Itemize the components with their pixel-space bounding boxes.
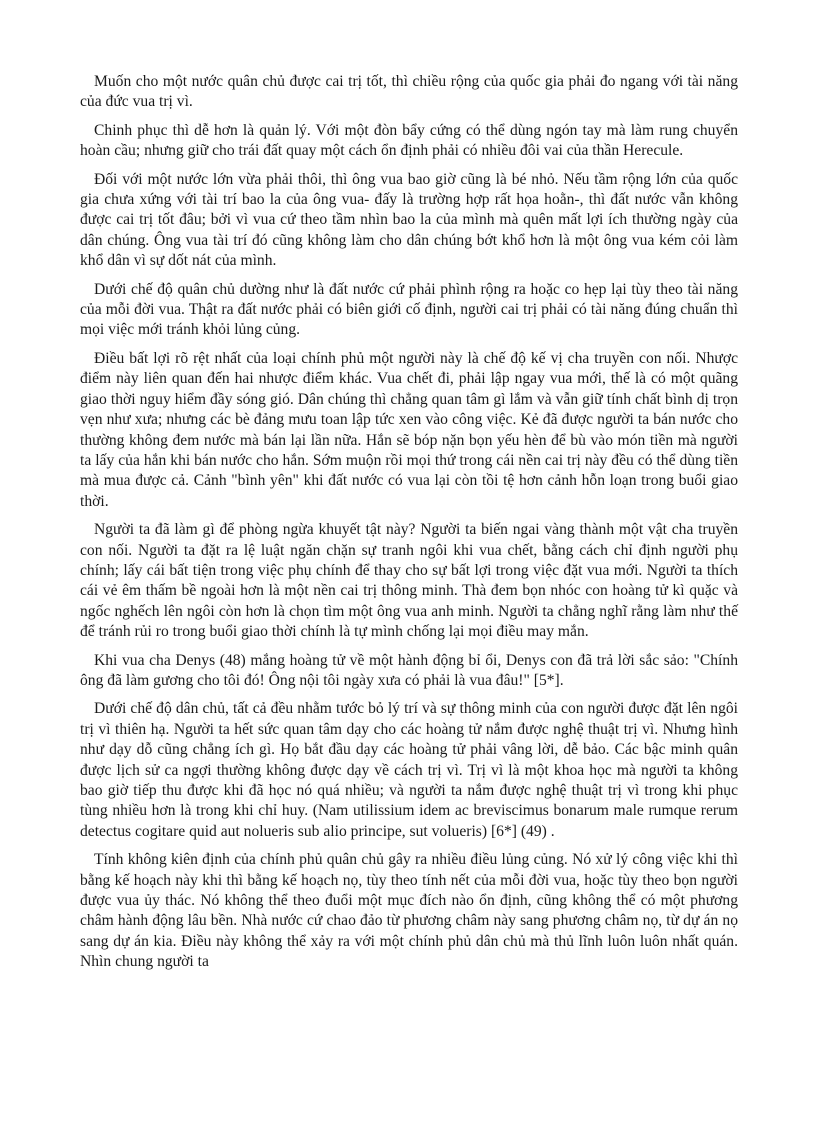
paragraph: Đối với một nước lớn vừa phải thôi, thì ông vua bao giờ cũng là bé nhỏ. Nếu tầm rộng lớn của quốc gia chưa xứng với tài trí bao la của ông vua- đấy là trường hợp rất họa hoằn-, thì đất nước vẫn không được cai trị tốt đâu; bởi vì vua cứ theo tầm nhìn bao la của mình mà quên mất lợi ích thường ngày của dân chúng. Ông vua tài trí đó cũng không làm cho dân chúng bớt khổ hơn là một ông vua kém cỏi làm khổ dân vì sự dốt nát của mình. [80,170,738,270]
paragraph: Tính không kiên định của chính phủ quân chủ gây ra nhiều điều lủng củng. Nó xử lý công việc khi thì bằng kế hoạch này khi thì bằng kế hoạch nọ, tùy theo tính nết của mỗi đời vua, hoặc tùy theo bọn người được vua ủy thác. Nó không thể theo đuổi một mục đích nào ổn định, cũng không thể có một phương châm hành động lâu bền. Nhà nước cứ chao đảo từ phương châm này sang phương châm nọ, từ dự án nọ sang dự án kia. Điều này không thể xảy ra với một chính phủ dân chủ mà thủ lĩnh luôn luôn nhất quán. Nhìn chung người ta [80,851,738,971]
document-page [80,72,738,981]
paragraph: Người ta đã làm gì để phòng ngừa khuyết tật này? Người ta biến ngai vàng thành một vật cha truyền con nối. Người ta đặt ra lệ luật ngăn chặn sự tranh ngôi khi vua chết, bằng cách chỉ định người phụ chính; lấy cái bất tiện trong việc phụ chính để thay cho sự bất lợi trong việc đặt vua mới. Người ta thích cái vẻ êm thấm bề ngoài hơn là một nền cai trị thông minh. Thà đem bọn nhóc con hoàng tử kì quặc và ngốc nghếch lên ngôi còn hơn là chọn tìm một ông vua anh minh. Người ta chẳng nghĩ rằng làm như thế để tránh rủi ro trong buổi giao thời chính là tự mình chống lại mọi điều may mắn. [80,521,738,641]
paragraph: Điều bất lợi rõ rệt nhất của loại chính phủ một người này là chế độ kế vị cha truyền con nối. Nhược điểm này liên quan đến hai nhược điểm khác. Vua chết đi, phải lập ngay vua mới, thế là có một quãng giao thời nguy hiểm đầy sóng gió. Dân chúng thì chẳng quan tâm gì lắm và vẫn giữ tính chất bình dị trọn vẹn như xưa; nhưng các bè đảng mưu toan lập tức xen vào công việc. Kẻ đã được người ta bán nước cho thường không đem nước mà bán lại lần nữa. Hắn sẽ bóp nặn bọn yếu hèn để bù vào món tiền mà người ta lấy của hắn khi bán nước cho hắn. Sớm muộn rồi mọi thứ trong cái nền cai trị này đều có thể dùng tiền mà mua được cả. Cảnh "bình yên" khi đất nước có vua lại còn tồi tệ hơn cảnh hỗn loạn trong buổi giao thời. [80,349,738,510]
paragraph: Dưới chế độ quân chủ dường như là đất nước cứ phải phình rộng ra hoặc co hẹp lại tùy theo tài năng của mỗi đời vua. Thật ra đất nước phải có biên giới cố định, người cai trị phải có tài năng đúng chuẩn thì mọi việc mới tránh khỏi lủng củng. [80,280,738,339]
paragraph: Chinh phục thì dễ hơn là quản lý. Với một đòn bẩy cứng có thể dùng ngón tay mà làm rung chuyển hoàn cầu; nhưng giữ cho trái đất quay một cách ổn định phải có nhiều đôi vai của thần Herecule. [80,121,738,160]
paragraph: Khi vua cha Denys (48) mắng hoàng tử về một hành động bỉ ổi, Denys con đã trả lời sắc sảo: "Chính ông đã làm gương cho tôi đó! Ông nội tôi ngày xưa có phải là vua đâu!" [5*]. [80,651,738,689]
paragraph: Dưới chế độ dân chủ, tất cả đều nhằm tước bỏ lý trí và sự thông minh của con người được đặt lên ngôi trị vì thiên hạ. Người ta hết sức quan tâm dạy cho các hoàng tử nắm được nghệ thuật trị vì. Nhưng hình như dạy dỗ cũng chẳng ích gì. Họ bắt đầu dạy các hoàng tử phải vâng lời, dễ bảo. Các bậc minh quân được lịch sử ca ngợi thường không được dạy về cách trị vì. Trị vì là một khoa học mà người ta không bao giờ tiếp thu được khi đã học nó quá nhiều; và người ta nắm được nghệ thuật trị vì trong khi phục tùng nhiều hơn là trong khi chỉ huy. (Nam utilissium idem ac breviscimus bonarum male rumque rerum detectus cogitare quid aut nolueris sub alio principe, sut volueris) [6*] (49) . [80,700,738,840]
paragraph: Muốn cho một nước quân chủ được cai trị tốt, thì chiều rộng của quốc gia phải đo ngang với tài năng của đức vua trị vì. [80,73,738,111]
